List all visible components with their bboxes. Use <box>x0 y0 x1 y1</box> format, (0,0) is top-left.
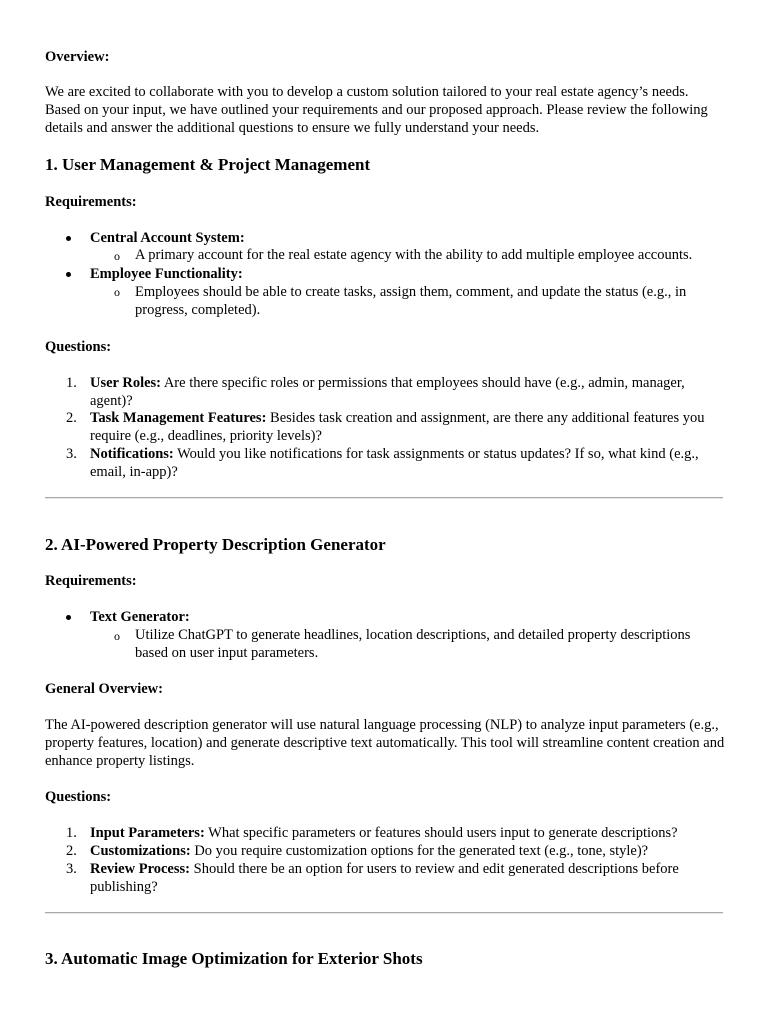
question-text: What specific parameters or features should users input to generate descriptions? <box>204 825 678 841</box>
overview-heading: Overview: <box>45 49 110 65</box>
sub-bullet-marker: o <box>114 629 120 643</box>
question-number: 1. <box>66 825 77 841</box>
horizontal-rule <box>45 912 723 914</box>
question-item <box>90 860 720 896</box>
question-title: Review Process: <box>90 861 190 877</box>
requirement-detail: A primary account for the real estate agency with the ability to add multiple employee accounts. <box>135 247 693 263</box>
bullet-marker <box>66 272 74 280</box>
requirement-title: Employee Functionality: <box>90 266 243 282</box>
horizontal-rule <box>45 497 723 499</box>
question-number: 2. <box>66 843 77 859</box>
section-2-title: 2. AI-Powered Property Description Generator <box>45 535 386 554</box>
requirement-detail: Utilize ChatGPT to generate headlines, location descriptions, and detailed property descriptions based on user input parameters. <box>135 627 691 661</box>
question-item <box>90 824 720 842</box>
section-2-requirements-label: Requirements: <box>45 573 137 589</box>
question-title: User Roles: <box>90 375 162 391</box>
sub-bullet-marker: o <box>114 249 120 263</box>
question-number: 2. <box>66 410 77 426</box>
sub-bullet-marker: o <box>114 285 120 299</box>
question-title: Notifications: <box>90 446 174 462</box>
overview-text: We are excited to collaborate with you to develop a custom solution tailored to your real estate agency’s needs. Based on your input, we have outlined your requirements and our proposed approach. Please review the following details and answer the additional questions to ensure we fully understand your needs. <box>45 84 708 136</box>
question-text: Besides task creation and assignment, are there any additional features you require (e.g., deadlines, priority levels)? <box>90 410 705 444</box>
question-text: Are there specific roles or permissions that employees should have (e.g., admin, manager, agent)? <box>90 375 685 409</box>
question-text: Do you require customization options for the generated text (e.g., tone, style)? <box>190 843 649 859</box>
question-title: Input Parameters: <box>90 825 205 841</box>
question-item <box>90 374 720 410</box>
question-number: 3. <box>66 446 77 462</box>
question-item <box>90 842 720 860</box>
question-text: Would you like notifications for task assignments or status updates? If so, what kind (e.g., email, in-app)? <box>90 446 699 480</box>
section-3-title: 3. Automatic Image Optimization for Exterior Shots <box>45 949 423 968</box>
question-number: 1. <box>66 375 77 391</box>
question-number: 3. <box>66 861 77 877</box>
question-text: Should there be an option for users to review and edit generated descriptions before publishing? <box>90 861 679 895</box>
section-2-questions-label: Questions: <box>45 789 112 805</box>
section-1-requirements-label: Requirements: <box>45 194 137 210</box>
bullet-marker <box>66 615 74 623</box>
question-item <box>90 409 720 445</box>
requirement-title: Text Generator: <box>90 609 190 625</box>
question-title: Customizations: <box>90 843 191 859</box>
general-overview-text: The AI-powered description generator will use natural language processing (NLP) to analyze input parameters (e.g., property features, location) and generate descriptive text automatically. This tool will streamline content creation and enhance property listings. <box>45 717 725 769</box>
general-overview-label: General Overview: <box>45 681 163 697</box>
question-item <box>90 445 720 481</box>
question-title: Task Management Features: <box>90 410 267 426</box>
section-1-title: 1. User Management & Project Management <box>45 155 371 174</box>
bullet-marker <box>66 236 74 244</box>
requirement-title: Central Account System: <box>90 230 245 246</box>
requirement-detail: Employees should be able to create tasks, assign them, comment, and update the status (e.g., in progress, completed). <box>135 284 687 318</box>
section-1-questions-label: Questions: <box>45 339 112 355</box>
